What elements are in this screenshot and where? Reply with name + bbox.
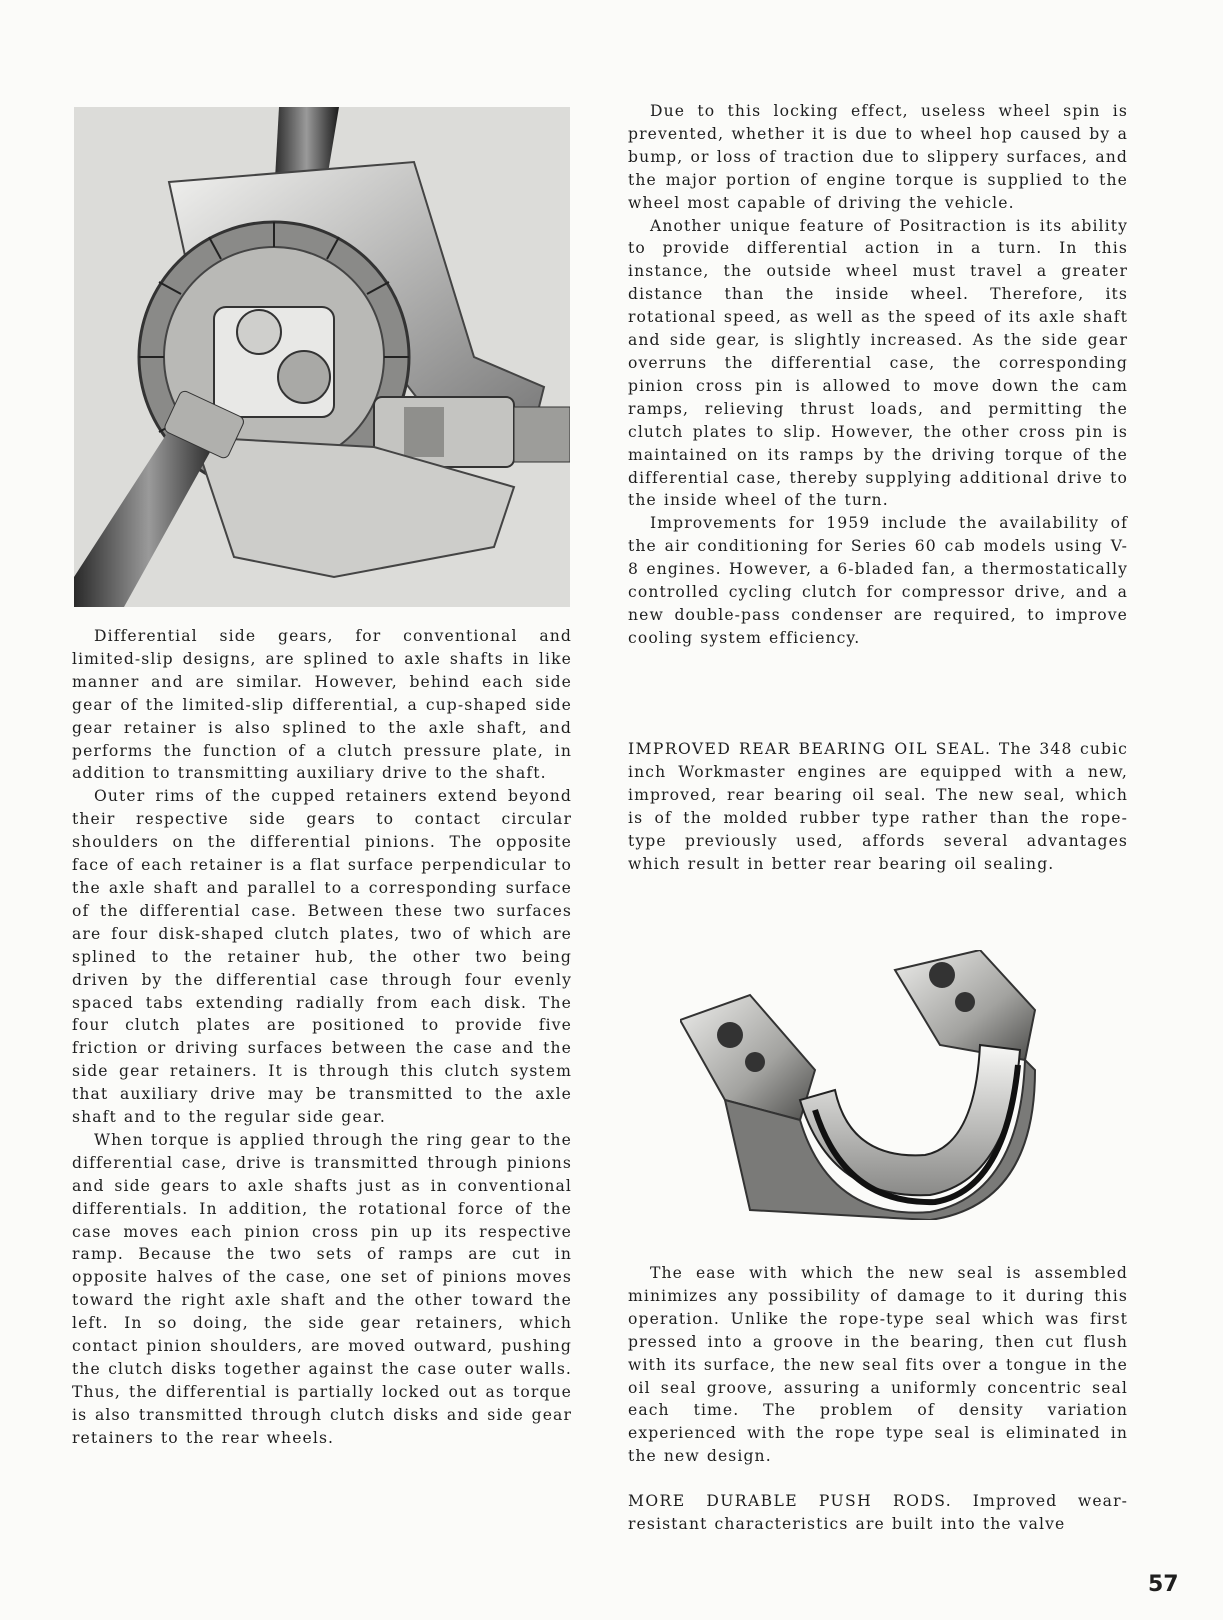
section-heading: IMPROVED REAR BEARING OIL SEAL. xyxy=(628,740,992,758)
paragraph-body: The 348 cubic inch Workmaster engines are equipped with a new, improved, rear bearing oil seal. The new seal, which is of the molded rubber type rather than the rope-type previously used, affords several advantages which result in better rear bearing oil sealing. xyxy=(628,740,1128,873)
push-rods-section xyxy=(628,1490,1128,1536)
paragraph: The ease with which the new seal is assembled minimizes any possibility of damage to it during this operation. Unlike the rope-type seal which was first pressed into a groove in the bearing, then cut flush with its surface, the new seal fits over a tongue in the oil seal groove, assuring a uniformly concentric seal each time. The problem of density variation experienced with the rope type seal is eliminated in the new design. xyxy=(628,1264,1128,1466)
paragraph-body: Improved wear-resistant characteristics are built into the valve xyxy=(628,1492,1129,1533)
differential-illustration xyxy=(74,107,570,607)
oil-seal-illustration xyxy=(680,950,1080,1220)
paragraph: Differential side gears, for conventional and limited-slip designs, are splined to axle shafts in like manner and are similar. However, behind each side gear of the limited-slip differential, a cup-shaped side gear retainer is also splined to the axle shaft, and performs the function of a clutch pressure plate, in addition to transmitting auxiliary drive to the shaft. xyxy=(72,627,572,783)
paragraph: Improvements for 1959 include the availability of the air conditioning for Series 60 cab models using V-8 engines. However, a 6-bladed fan, a thermostatically controlled cycling clutch for compressor drive, and a new double-pass condenser are required, to improve cooling system efficiency. xyxy=(628,514,1128,647)
paragraph: When torque is applied through the ring gear to the differential case, drive is transmitted through pinions and side gears to axle shafts just as in conventional differentials. In addition, the rotational force of the case moves each pinion cross pin up its respective ramp. Because the two sets of ramps are cut in opposite halves of the case, one set of pinions moves toward the right axle shaft and the other toward the left. In so doing, the side gear retainers, which contact pinion shoulders, are moved outward, pushing the clutch disks together against the case outer walls. Thus, the differential is partially locked out as torque is also transmitted through clutch disks and side gear retainers to the rear wheels. xyxy=(72,1130,572,1447)
paragraph: Outer rims of the cupped retainers extend beyond their respective side gears to contact circular shoulders on the differential pinions. The opposite face of each retainer is a flat surface perpendicular to the axle shaft and parallel to a corresponding surface of the differential case. Between these two surfaces are four disk-shaped clutch plates, two of which are splined to the retainer hub, the other two being driven by the differential case through four evenly spaced tabs extending radially from each disk. The four clutch plates are positioned to provide five friction or driving surfaces between the case and the side gear retainers. It is through this clutch system that auxiliary drive may be transmitted to the axle shaft and to the regular side gear. xyxy=(72,787,572,1127)
oil-seal-section xyxy=(628,738,1128,875)
paragraph: Due to this locking effect, useless wheel spin is prevented, whether it is due to wheel hop caused by a bump, or loss of traction due to slippery surfaces, and the major portion of engine torque is supplied to the wheel most capable of driving the vehicle. xyxy=(628,102,1128,212)
paragraph: Another unique feature of Positraction is its ability to provide differential action in a turn. In this instance, the outside wheel must travel a greater distance than the inside wheel. Therefore, its rotational speed, as well as the speed of its axle shaft and side gear, is slightly increased. As the side gear overruns the differential case, the corresponding pinion cross pin is allowed to move down the cam ramps, relieving thrust loads, and permitting the clutch plates to slip. However, the other cross pin is maintained on its ramps by the driving torque of the differential case, thereby supplying additional drive to the inside wheel of the turn. xyxy=(628,216,1128,510)
differential-cutaway-figure xyxy=(74,107,570,607)
paragraph xyxy=(628,1490,1128,1536)
right-column-text xyxy=(628,100,1128,650)
seal-assembly-text xyxy=(628,1262,1128,1468)
oil-seal-figure xyxy=(680,950,1080,1220)
left-column-text xyxy=(72,625,572,1450)
page-number: 57 xyxy=(1148,1572,1179,1597)
paragraph xyxy=(628,738,1128,875)
section-heading: MORE DURABLE PUSH RODS. xyxy=(628,1492,953,1510)
